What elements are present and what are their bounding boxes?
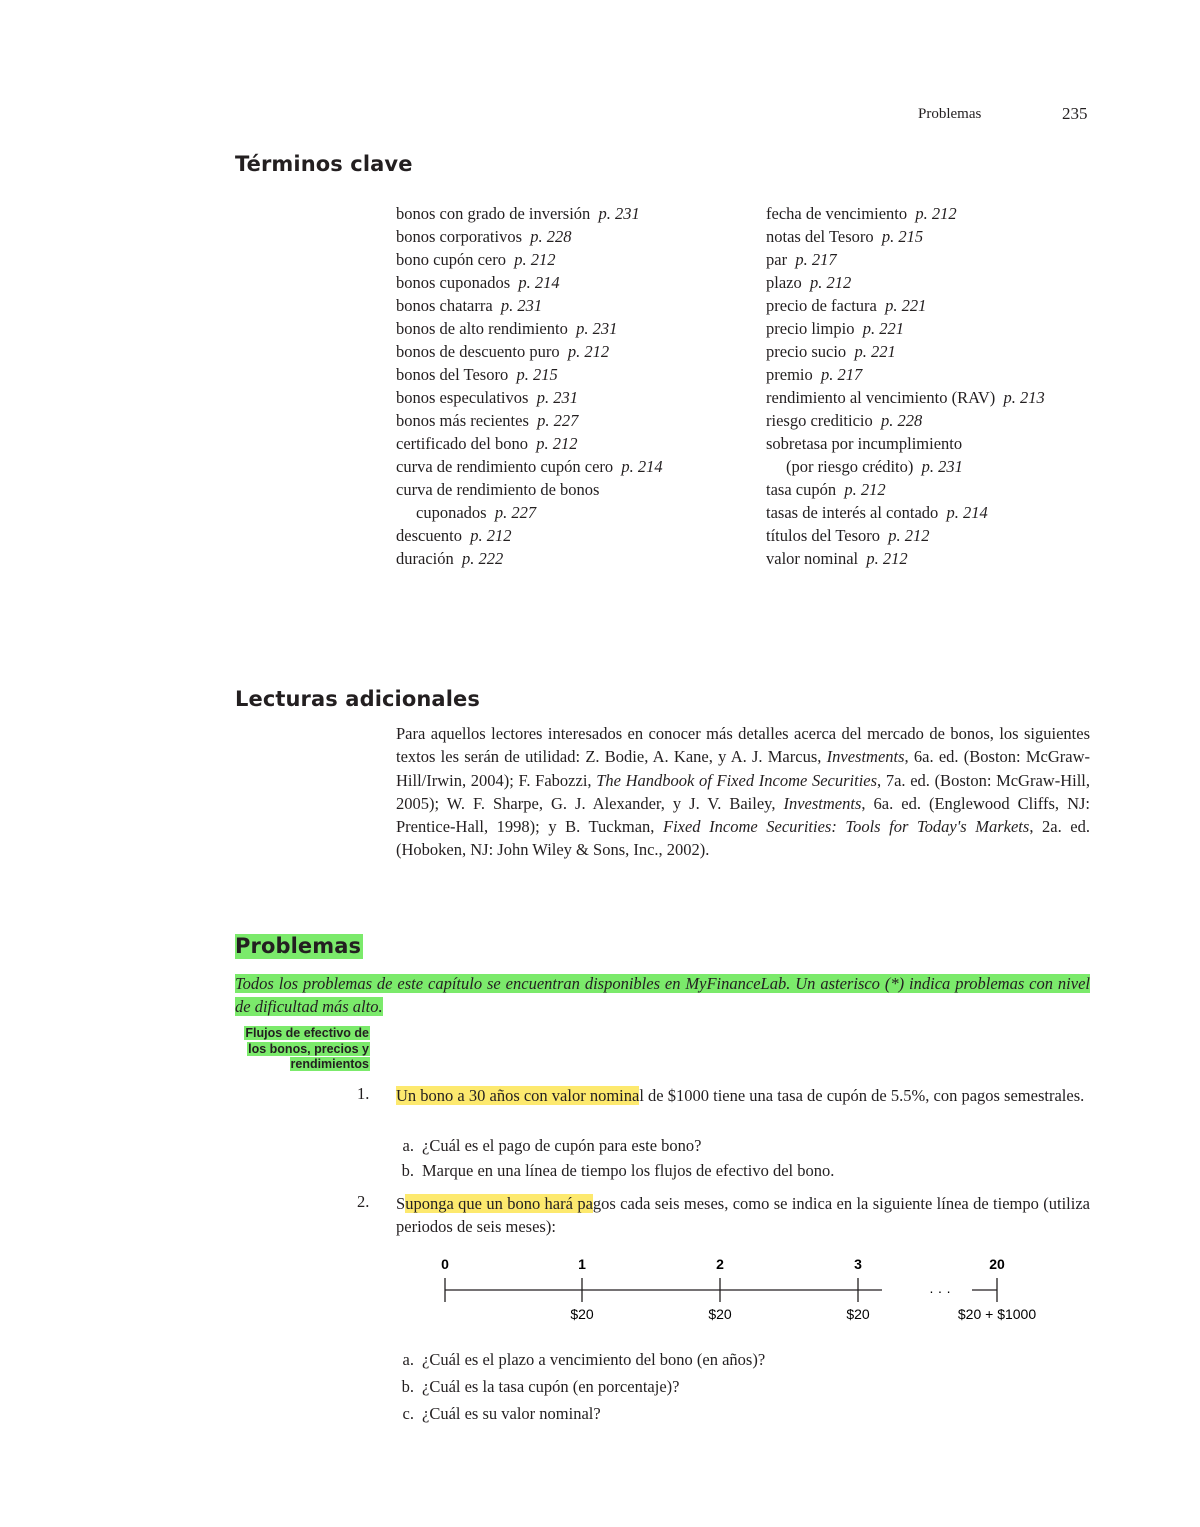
- key-term: títulos del Tesoro p. 212: [766, 526, 930, 545]
- key-term: sobretasa por incumplimiento: [766, 434, 963, 453]
- key-term: bonos del Tesoro p. 215: [396, 365, 558, 384]
- timeline-ellipsis: · · ·: [929, 1283, 951, 1299]
- key-term: certificado del bono p. 212: [396, 434, 578, 453]
- key-term: bonos corporativos p. 228: [396, 227, 572, 246]
- key-term: notas del Tesoro p. 215: [766, 227, 924, 246]
- problems-intro: Todos los problemas de este capítulo se encuentran disponibles en MyFinanceLab. Un asterisco (*) indica problemas con nivel de dificultad más alto.: [235, 974, 1090, 1016]
- problem-2-part-c: c. ¿Cuál es su valor nominal?: [402, 1404, 601, 1423]
- key-term: plazo p. 212: [766, 273, 852, 292]
- key-terms-right-column: [766, 202, 1045, 570]
- further-reading-paragraph: Para aquellos lectores interesados en conocer más detalles acerca del mercado de bonos, los siguientes textos les serán de utilidad: Z. Bodie, A. Kane, y A. J. Marcus, Investments, 6a. ed. (Boston: McGraw-Hill/Irwin, 2004); F. Fabozzi, The Handbook of Fixed Income Securities, 7a. ed. (Boston: McGraw-Hill, 2005); W. F. Sharpe, G. J. Alexander, y J. V. Bailey, Investments, 6a. ed. (Englewood Cliffs, NJ: Prentice-Hall, 1998); y B. Tuckman, Fixed Income Securities: Tools for Today's Markets, 2a. ed. (Hoboken, NJ: John Wiley & Sons, Inc., 2002).: [396, 724, 1091, 860]
- cash-flow-label: $20: [708, 1306, 732, 1322]
- period-label: 20: [989, 1256, 1005, 1272]
- book-title: Fixed Income Securities: Tools for Today's Markets: [663, 817, 1030, 837]
- key-term: bonos de descuento puro p. 212: [396, 342, 610, 361]
- key-term: riesgo crediticio p. 228: [766, 411, 923, 430]
- key-term: fecha de vencimiento p. 212: [766, 204, 957, 223]
- key-term: (por riesgo crédito) p. 231: [786, 457, 963, 476]
- problems-heading: Problemas: [235, 934, 362, 958]
- key-term: rendimiento al vencimiento (RAV) p. 213: [766, 388, 1045, 407]
- further-reading-heading: Lecturas adicionales: [235, 687, 480, 711]
- problem-2-part-a: a. ¿Cuál es el plazo a vencimiento del bono (en años)?: [402, 1350, 766, 1369]
- running-head-title: Problemas: [918, 106, 982, 122]
- key-term: curva de rendimiento de bonos: [396, 480, 600, 499]
- cash-flow-label: $20: [846, 1306, 870, 1322]
- key-term: duración p. 222: [396, 549, 504, 568]
- key-terms-heading: Términos clave: [235, 152, 413, 176]
- key-term: bonos de alto rendimiento p. 231: [396, 319, 618, 338]
- key-term: precio sucio p. 221: [766, 342, 896, 361]
- book-title: Investments: [826, 747, 905, 767]
- key-term: par p. 217: [766, 250, 837, 269]
- margin-topic-label: Flujos de efectivo de los bonos, precios y rendimientos: [245, 1026, 369, 1071]
- problem-1-text: Un bono a 30 años con valor nominal de $1000 tiene una tasa de cupón de 5.5%, con pagos semestrales.: [396, 1086, 1085, 1105]
- key-term: precio de factura p. 221: [766, 296, 927, 315]
- problem-1-part-b: b. Marque en una línea de tiempo los flujos de efectivo del bono.: [401, 1161, 835, 1180]
- cash-flow-label: $20: [570, 1306, 594, 1322]
- book-title: Investments: [783, 793, 862, 813]
- key-term: bonos cuponados p. 214: [396, 273, 560, 292]
- book-title: The Handbook of Fixed Income Securities: [596, 770, 878, 790]
- page-number: 235: [1062, 104, 1088, 123]
- period-label: 1: [578, 1256, 586, 1272]
- cash-flow-timeline: [420, 1250, 1060, 1330]
- problem-1-part-a: a. ¿Cuál es el pago de cupón para este bono?: [402, 1136, 702, 1155]
- problem-number: 1.: [357, 1084, 370, 1103]
- key-term: bonos más recientes p. 227: [396, 411, 579, 430]
- key-terms-left-column: [396, 202, 663, 570]
- key-term: bonos con grado de inversión p. 231: [396, 204, 640, 223]
- problem-2-text: Suponga que un bono hará pagos cada seis meses, como se indica en la siguiente línea de tiempo (utiliza periodos de seis meses):: [396, 1194, 1090, 1236]
- key-term: descuento p. 212: [396, 526, 512, 545]
- key-term: tasas de interés al contado p. 214: [766, 503, 988, 522]
- key-term: cuponados p. 227: [416, 503, 537, 522]
- period-label: 2: [716, 1256, 724, 1272]
- key-term: premio p. 217: [766, 365, 863, 384]
- problem-number: 2.: [357, 1192, 370, 1211]
- key-term: tasa cupón p. 212: [766, 480, 886, 499]
- problem-2-part-b: b. ¿Cuál es la tasa cupón (en porcentaje)?: [401, 1377, 680, 1396]
- cash-flow-label: $20 + $1000: [957, 1306, 1037, 1322]
- period-label: 0: [441, 1256, 449, 1272]
- key-term: valor nominal p. 212: [766, 549, 908, 568]
- key-term: precio limpio p. 221: [766, 319, 904, 338]
- key-term: curva de rendimiento cupón cero p. 214: [396, 457, 663, 476]
- key-term: bonos especulativos p. 231: [396, 388, 578, 407]
- key-term: bono cupón cero p. 212: [396, 250, 556, 269]
- key-term: bonos chatarra p. 231: [396, 296, 543, 315]
- period-label: 3: [854, 1256, 862, 1272]
